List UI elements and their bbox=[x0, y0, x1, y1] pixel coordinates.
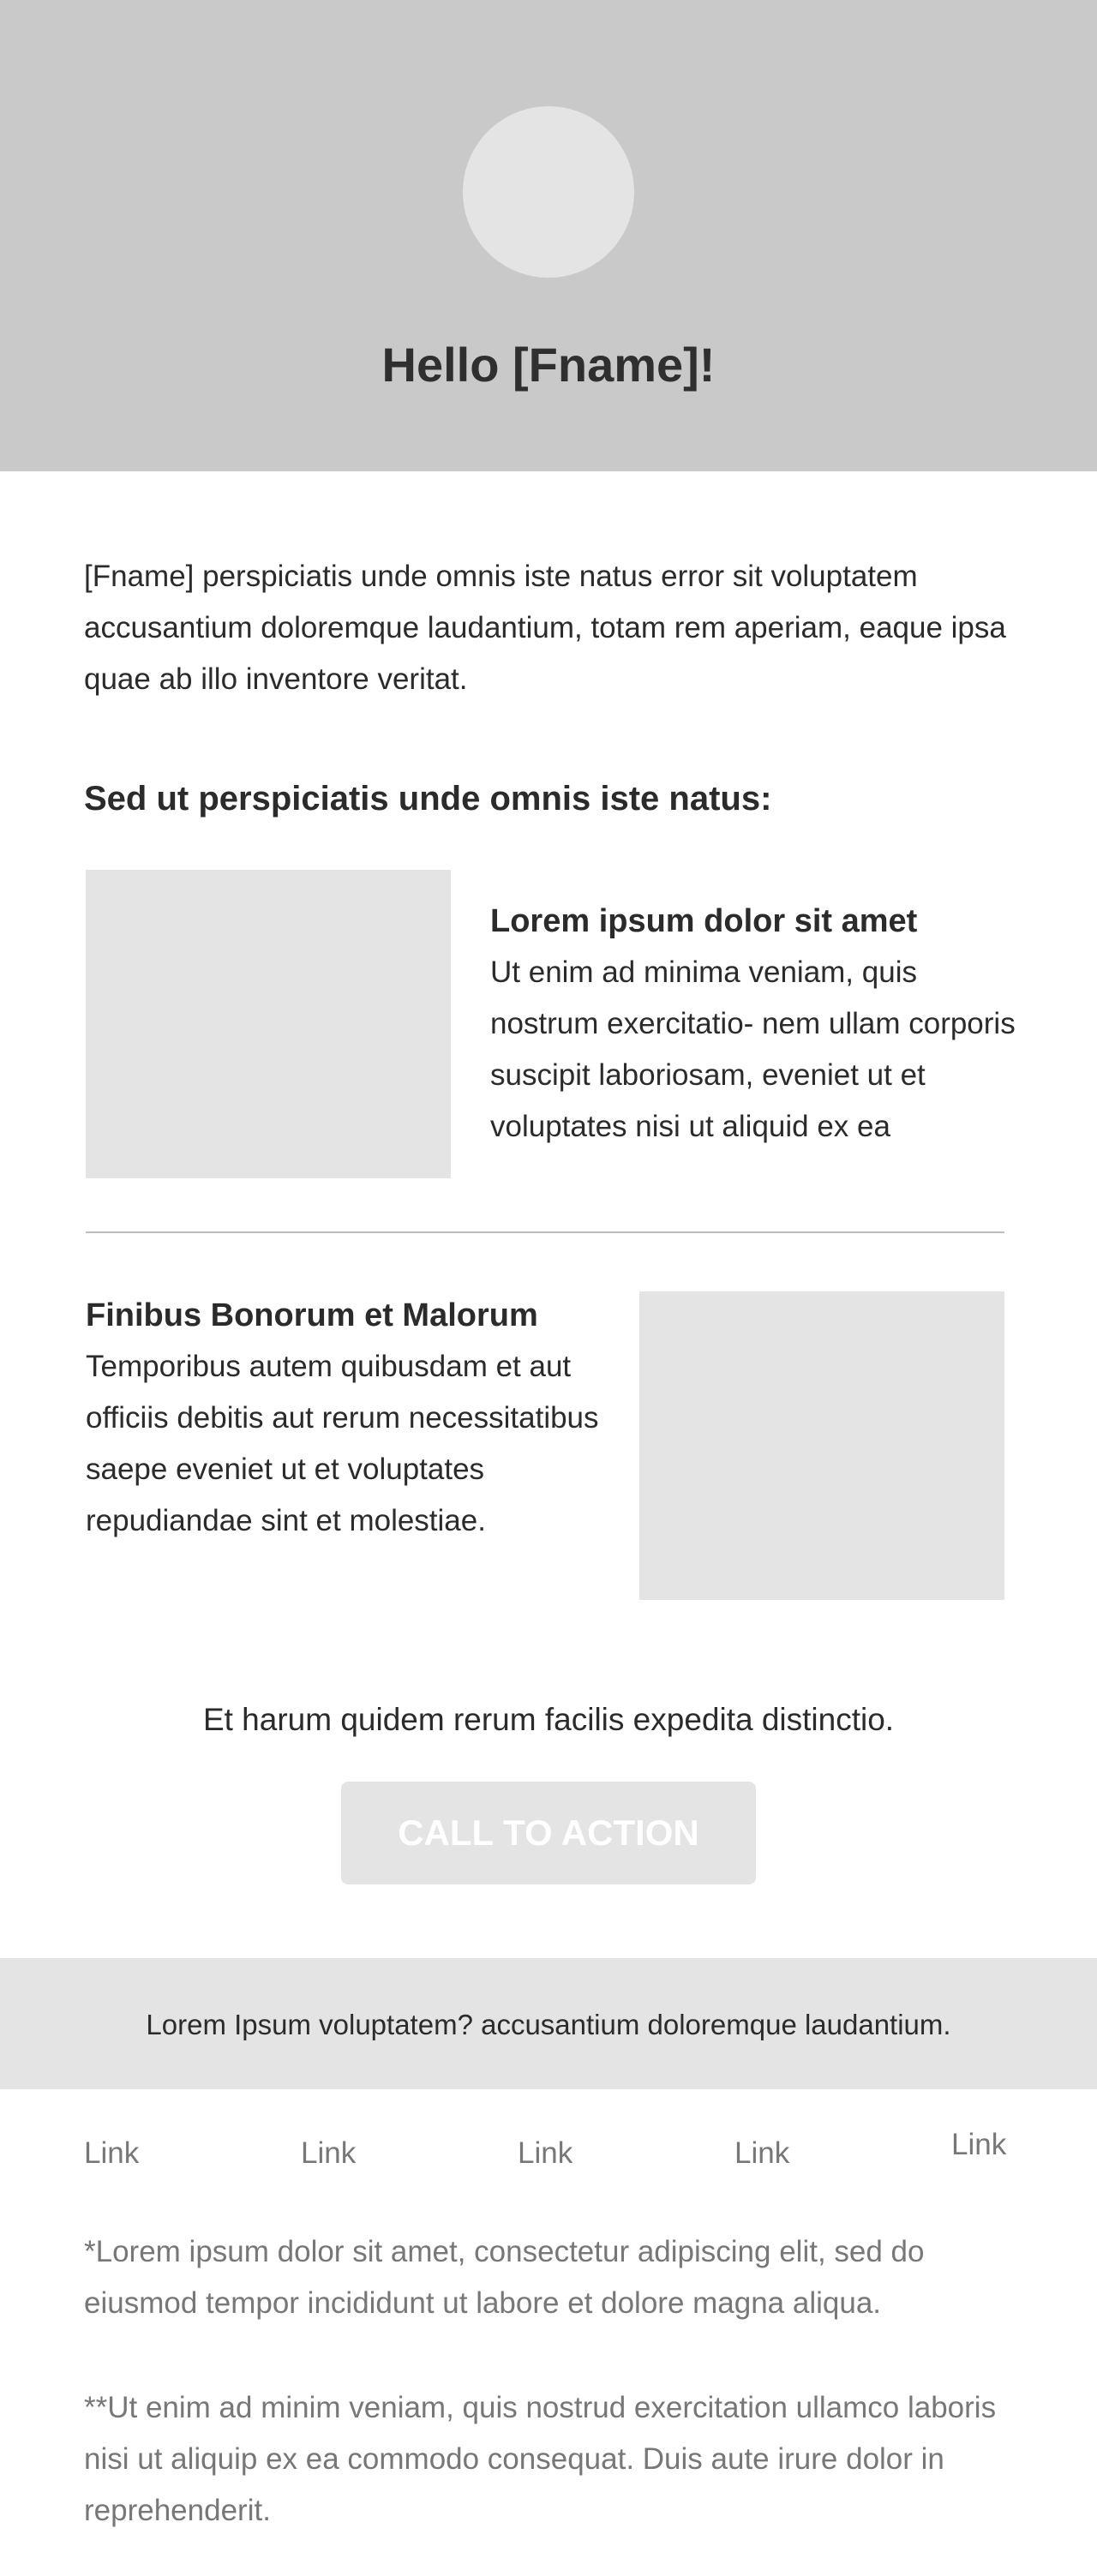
footer-link[interactable]: Link bbox=[301, 2136, 357, 2170]
avatar bbox=[463, 106, 634, 278]
footer-link[interactable]: Link bbox=[734, 2136, 790, 2170]
footer-link[interactable]: Link bbox=[951, 2128, 1007, 2161]
greeting-title: Hello [Fname]! bbox=[381, 338, 716, 392]
feature-title: Lorem ipsum dolor sit amet bbox=[490, 903, 918, 939]
footer-band-text: Lorem Ipsum voluptatem? accusantium doloremque laudantium. bbox=[146, 2009, 951, 2040]
feature-image-placeholder bbox=[86, 870, 451, 1178]
footnote: *Lorem ipsum dolor sit amet, consectetur adipiscing elit, sed do eiusmod tempor incididunt ut labore et dolore magna aliqua. bbox=[84, 2235, 925, 2320]
feature-image-placeholder bbox=[639, 1291, 1004, 1600]
intro-paragraph: [Fname] perspiciatis unde omnis iste natus error sit voluptatem accusantium doloremque laudantium, totam rem aperiam, eaque ipsa quae ab illo inventore veritat. bbox=[84, 560, 1006, 696]
feature-block-1 bbox=[490, 896, 1022, 1153]
section-divider bbox=[86, 1231, 1004, 1233]
footer-link[interactable]: Link bbox=[518, 2136, 573, 2170]
feature-title: Finibus Bonorum et Malorum bbox=[86, 1297, 538, 1333]
footer-link[interactable]: Link bbox=[84, 2136, 140, 2170]
feature-block-2 bbox=[86, 1290, 617, 1547]
footnote: **Ut enim ad minim veniam, quis nostrud exercitation ullamco laboris nisi ut aliquip ex ea commodo consequat. Duis aute irure dolor in reprehenderit. bbox=[84, 2391, 997, 2527]
feature-body: Temporibus autem quibusdam et aut officiis debitis aut rerum necessitatibus saepe eveniet ut et voluptates repudiandae sint et molestiae. bbox=[86, 1350, 599, 1537]
cta-text: Et harum quidem rerum facilis expedita distinctio. bbox=[202, 1702, 895, 1737]
section-heading: Sed ut perspiciatis unde omnis iste natus: bbox=[84, 780, 772, 818]
feature-body: Ut enim ad minima veniam, quis nostrum exercitatio- nem ullam corporis suscipit laboriosam, eveniet ut et voluptates nisi ut aliquid ex ea bbox=[490, 956, 1016, 1143]
call-to-action-button[interactable]: CALL TO ACTION bbox=[341, 1782, 756, 1884]
